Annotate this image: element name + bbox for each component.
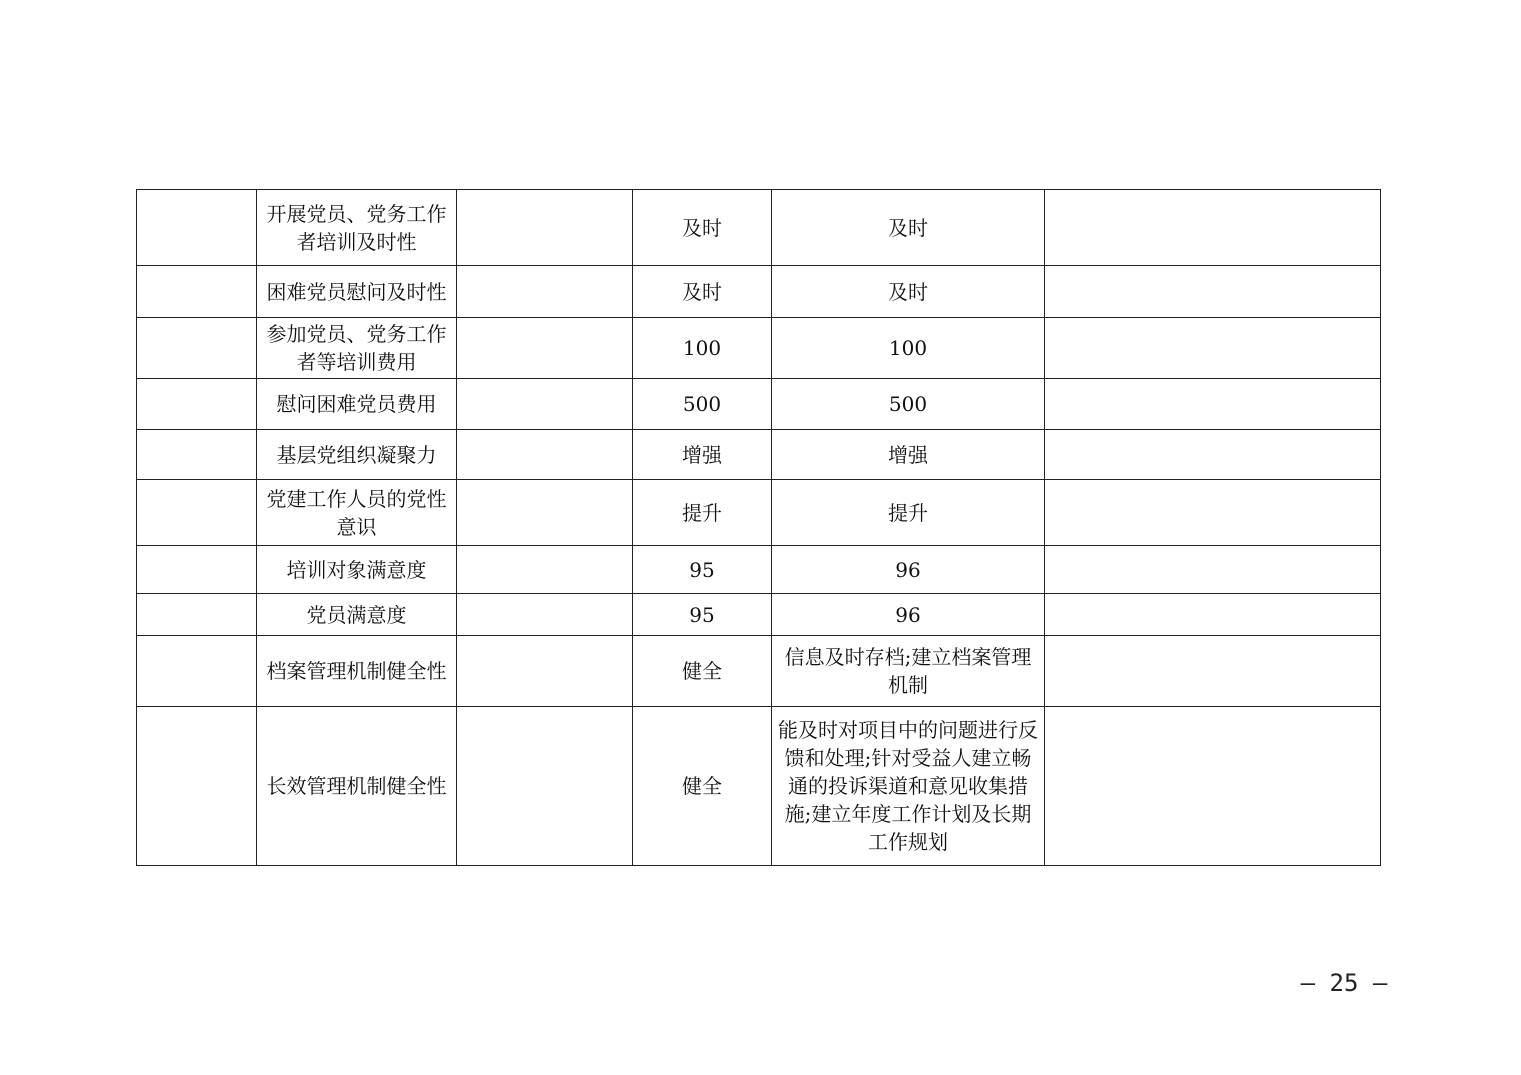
indicator-name-cell: 基层党组织凝聚力	[257, 430, 457, 480]
table-row	[137, 430, 1381, 480]
actual-value-cell: 96	[772, 546, 1045, 594]
target-value-cell: 100	[633, 318, 772, 379]
indicator-name-cell: 开展党员、党务工作者培训及时性	[257, 190, 457, 266]
remark-cell	[1045, 318, 1381, 379]
indicator-value-cell	[457, 636, 633, 707]
table-row	[137, 379, 1381, 430]
actual-value-cell: 能及时对项目中的问题进行反馈和处理;针对受益人建立畅通的投诉渠道和意见收集措施;建立年度工作计划及长期工作规划	[772, 707, 1045, 866]
target-value-cell: 及时	[633, 190, 772, 266]
indicator-name-cell: 慰问困难党员费用	[257, 379, 457, 430]
indicator-name-cell: 参加党员、党务工作者等培训费用	[257, 318, 457, 379]
table-row	[137, 636, 1381, 707]
indicator-name-cell: 档案管理机制健全性	[257, 636, 457, 707]
indicator-value-cell	[457, 190, 633, 266]
indicator-name-cell: 困难党员慰问及时性	[257, 266, 457, 318]
category-cell	[137, 190, 257, 266]
indicator-value-cell	[457, 379, 633, 430]
actual-value-cell: 100	[772, 318, 1045, 379]
indicator-value-cell	[457, 707, 633, 866]
table-row	[137, 266, 1381, 318]
category-cell	[137, 546, 257, 594]
indicator-value-cell	[457, 430, 633, 480]
category-cell	[137, 594, 257, 636]
indicator-name-cell: 长效管理机制健全性	[257, 707, 457, 866]
category-cell	[137, 266, 257, 318]
target-value-cell: 健全	[633, 707, 772, 866]
indicator-value-cell	[457, 594, 633, 636]
actual-value-cell: 及时	[772, 266, 1045, 318]
target-value-cell: 95	[633, 594, 772, 636]
target-value-cell: 500	[633, 379, 772, 430]
remark-cell	[1045, 379, 1381, 430]
indicator-name-cell: 培训对象满意度	[257, 546, 457, 594]
remark-cell	[1045, 707, 1381, 866]
category-cell	[137, 430, 257, 480]
category-cell	[137, 480, 257, 546]
category-cell	[137, 318, 257, 379]
target-value-cell: 健全	[633, 636, 772, 707]
target-value-cell: 95	[633, 546, 772, 594]
remark-cell	[1045, 480, 1381, 546]
remark-cell	[1045, 636, 1381, 707]
indicator-name-cell: 党员满意度	[257, 594, 457, 636]
category-cell	[137, 379, 257, 430]
indicator-value-cell	[457, 266, 633, 318]
table-row	[137, 707, 1381, 866]
actual-value-cell: 500	[772, 379, 1045, 430]
performance-indicator-table	[136, 189, 1381, 866]
indicator-value-cell	[457, 480, 633, 546]
page-number: — 25 —	[1300, 969, 1388, 997]
remark-cell	[1045, 546, 1381, 594]
table-row	[137, 480, 1381, 546]
indicator-name-cell: 党建工作人员的党性意识	[257, 480, 457, 546]
actual-value-cell: 及时	[772, 190, 1045, 266]
target-value-cell: 增强	[633, 430, 772, 480]
table-row	[137, 190, 1381, 266]
table-row	[137, 594, 1381, 636]
remark-cell	[1045, 430, 1381, 480]
table-row	[137, 318, 1381, 379]
indicator-value-cell	[457, 546, 633, 594]
actual-value-cell: 信息及时存档;建立档案管理机制	[772, 636, 1045, 707]
target-value-cell: 及时	[633, 266, 772, 318]
page-number-value: 25	[1329, 969, 1359, 997]
indicator-value-cell	[457, 318, 633, 379]
category-cell	[137, 636, 257, 707]
actual-value-cell: 96	[772, 594, 1045, 636]
remark-cell	[1045, 190, 1381, 266]
category-cell	[137, 707, 257, 866]
remark-cell	[1045, 594, 1381, 636]
actual-value-cell: 提升	[772, 480, 1045, 546]
target-value-cell: 提升	[633, 480, 772, 546]
remark-cell	[1045, 266, 1381, 318]
actual-value-cell: 增强	[772, 430, 1045, 480]
table-row	[137, 546, 1381, 594]
